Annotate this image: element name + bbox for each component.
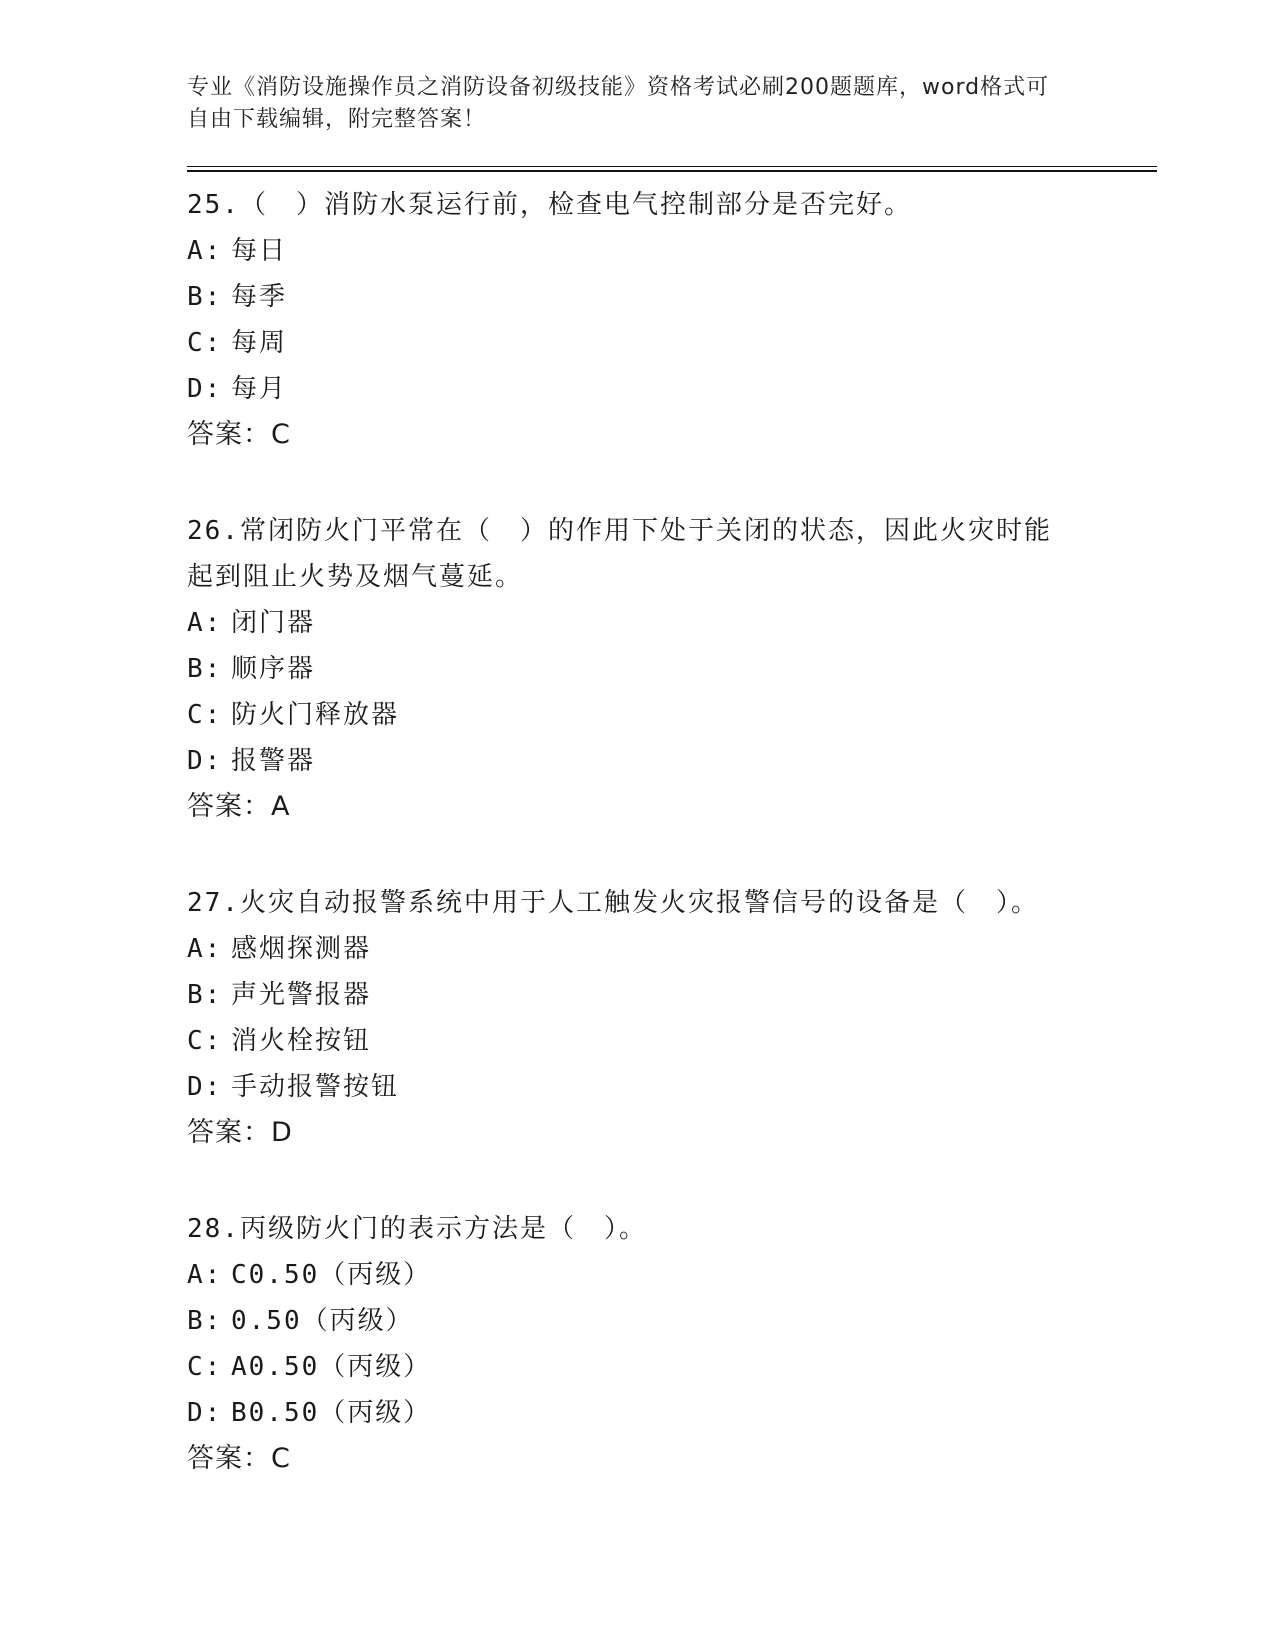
option-key: A: (187, 236, 223, 266)
answer-line: 答案：A (187, 791, 291, 822)
header-divider-thick (187, 170, 1157, 172)
option-text: B0.50（丙级） (231, 1398, 432, 1428)
option-key: C: (187, 700, 223, 730)
document-page (187, 72, 1157, 1482)
answer-line: 答案：C (187, 419, 291, 450)
option-text: 0.50（丙级） (231, 1306, 414, 1336)
option-text: 每月 (231, 374, 288, 404)
option-text: 每日 (231, 236, 288, 266)
option-text: 消火栓按钮 (231, 1026, 372, 1056)
option-key: C: (187, 328, 223, 358)
option-a (187, 926, 1157, 972)
question-27 (187, 880, 1157, 1156)
option-c (187, 692, 1157, 738)
option-key: D: (187, 374, 223, 404)
option-b (187, 274, 1157, 320)
option-key: C: (187, 1352, 223, 1382)
option-a (187, 1252, 1157, 1298)
question-stem: 25.（ ）消防水泵运行前，检查电气控制部分是否完好。 (187, 190, 912, 220)
question-stem: 28.丙级防火门的表示方法是（ ）。 (187, 1214, 647, 1244)
option-b (187, 646, 1157, 692)
option-key: A: (187, 934, 223, 964)
option-a (187, 600, 1157, 646)
question-28 (187, 1206, 1157, 1482)
option-key: A: (187, 1260, 223, 1290)
option-key: B: (187, 1306, 223, 1336)
option-text: A0.50（丙级） (231, 1352, 432, 1382)
option-key: B: (187, 980, 223, 1010)
option-text: 感烟探测器 (231, 934, 372, 964)
option-d (187, 1064, 1157, 1110)
option-key: B: (187, 282, 223, 312)
option-text: 每季 (231, 282, 288, 312)
option-d (187, 366, 1157, 412)
option-key: A: (187, 608, 223, 638)
option-d (187, 738, 1157, 784)
question-stem: 27.火灾自动报警系统中用于人工触发火灾报警信号的设备是（ ）。 (187, 888, 1039, 918)
option-text: 手动报警按钮 (231, 1072, 400, 1102)
question-25 (187, 182, 1157, 458)
question-stem: 26.常闭防火门平常在（ ）的作用下处于关闭的状态，因此火灾时能起到阻止火势及烟气蔓延。 (187, 516, 1052, 592)
option-key: D: (187, 1398, 223, 1428)
option-b (187, 1298, 1157, 1344)
option-c (187, 320, 1157, 366)
answer-line: 答案：C (187, 1443, 291, 1474)
option-text: 报警器 (231, 746, 316, 776)
document-header: 专业《消防设施操作员之消防设备初级技能》资格考试必刷200题题库，word格式可自由下载编辑，附完整答案！ (187, 75, 1050, 132)
option-text: 防火门释放器 (231, 700, 400, 730)
option-d (187, 1390, 1157, 1436)
option-text: 闭门器 (231, 608, 316, 638)
option-c (187, 1018, 1157, 1064)
header-divider-thin (187, 166, 1157, 167)
option-key: D: (187, 746, 223, 776)
option-a (187, 228, 1157, 274)
option-key: C: (187, 1026, 223, 1056)
option-text: C0.50（丙级） (231, 1260, 432, 1290)
option-text: 顺序器 (231, 654, 316, 684)
question-26 (187, 508, 1157, 830)
option-key: B: (187, 654, 223, 684)
option-text: 声光警报器 (231, 980, 372, 1010)
option-text: 每周 (231, 328, 288, 358)
option-c (187, 1344, 1157, 1390)
answer-line: 答案：D (187, 1117, 293, 1148)
option-b (187, 972, 1157, 1018)
option-key: D: (187, 1072, 223, 1102)
